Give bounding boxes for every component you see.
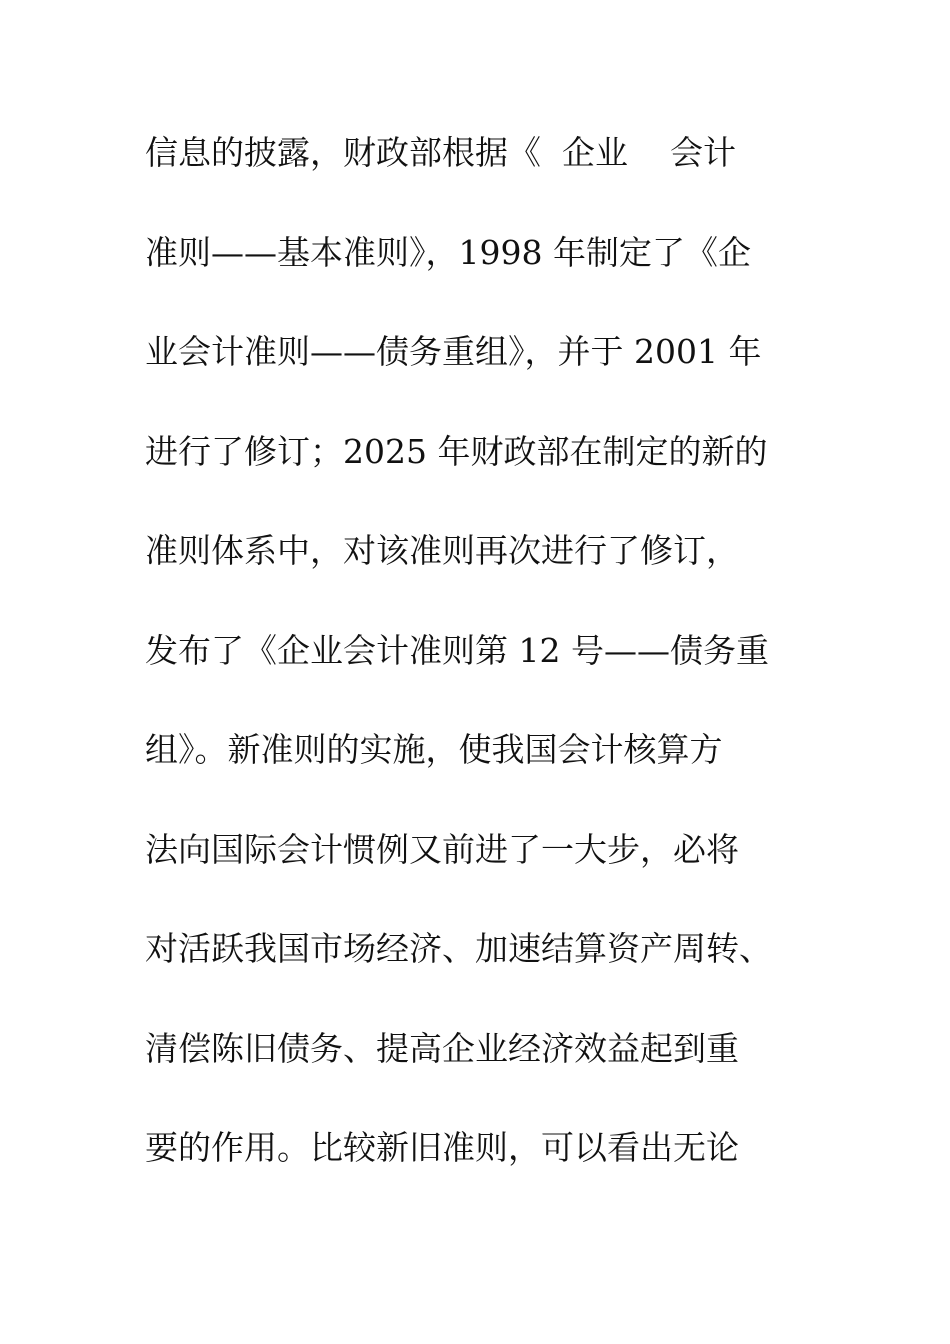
text-line: 要的作用。比较新旧准则，可以看出无论 xyxy=(145,1128,739,1167)
text-line: 清偿陈旧债务、提高企业经济效益起到重 xyxy=(145,1028,739,1068)
text-line: 业会计准则——债务重组》，并于 2001 年 xyxy=(145,332,762,371)
text-line: 组》。新准则的实施，使我国会计核算方 xyxy=(145,730,723,769)
text-line: 对活跃我国市场经济、加速结算资产周转、 xyxy=(145,929,772,968)
body-text xyxy=(145,128,825,1223)
text-line: 准则体系中，对该准则再次进行了修订， xyxy=(145,531,739,570)
text-line: 发布了《企业会计准则第 12 号——债务重 xyxy=(145,630,769,670)
text-line: 信息的披露，财政部根据《 企业 会计 xyxy=(145,133,736,172)
text-line: 进行了修订；2025 年财政部在制定的新的 xyxy=(145,431,768,471)
text-line: 准则——基本准则》，1998 年制定了《企 xyxy=(145,232,751,272)
text-line: 法向国际会计惯例又前进了一大步，必将 xyxy=(145,829,739,869)
